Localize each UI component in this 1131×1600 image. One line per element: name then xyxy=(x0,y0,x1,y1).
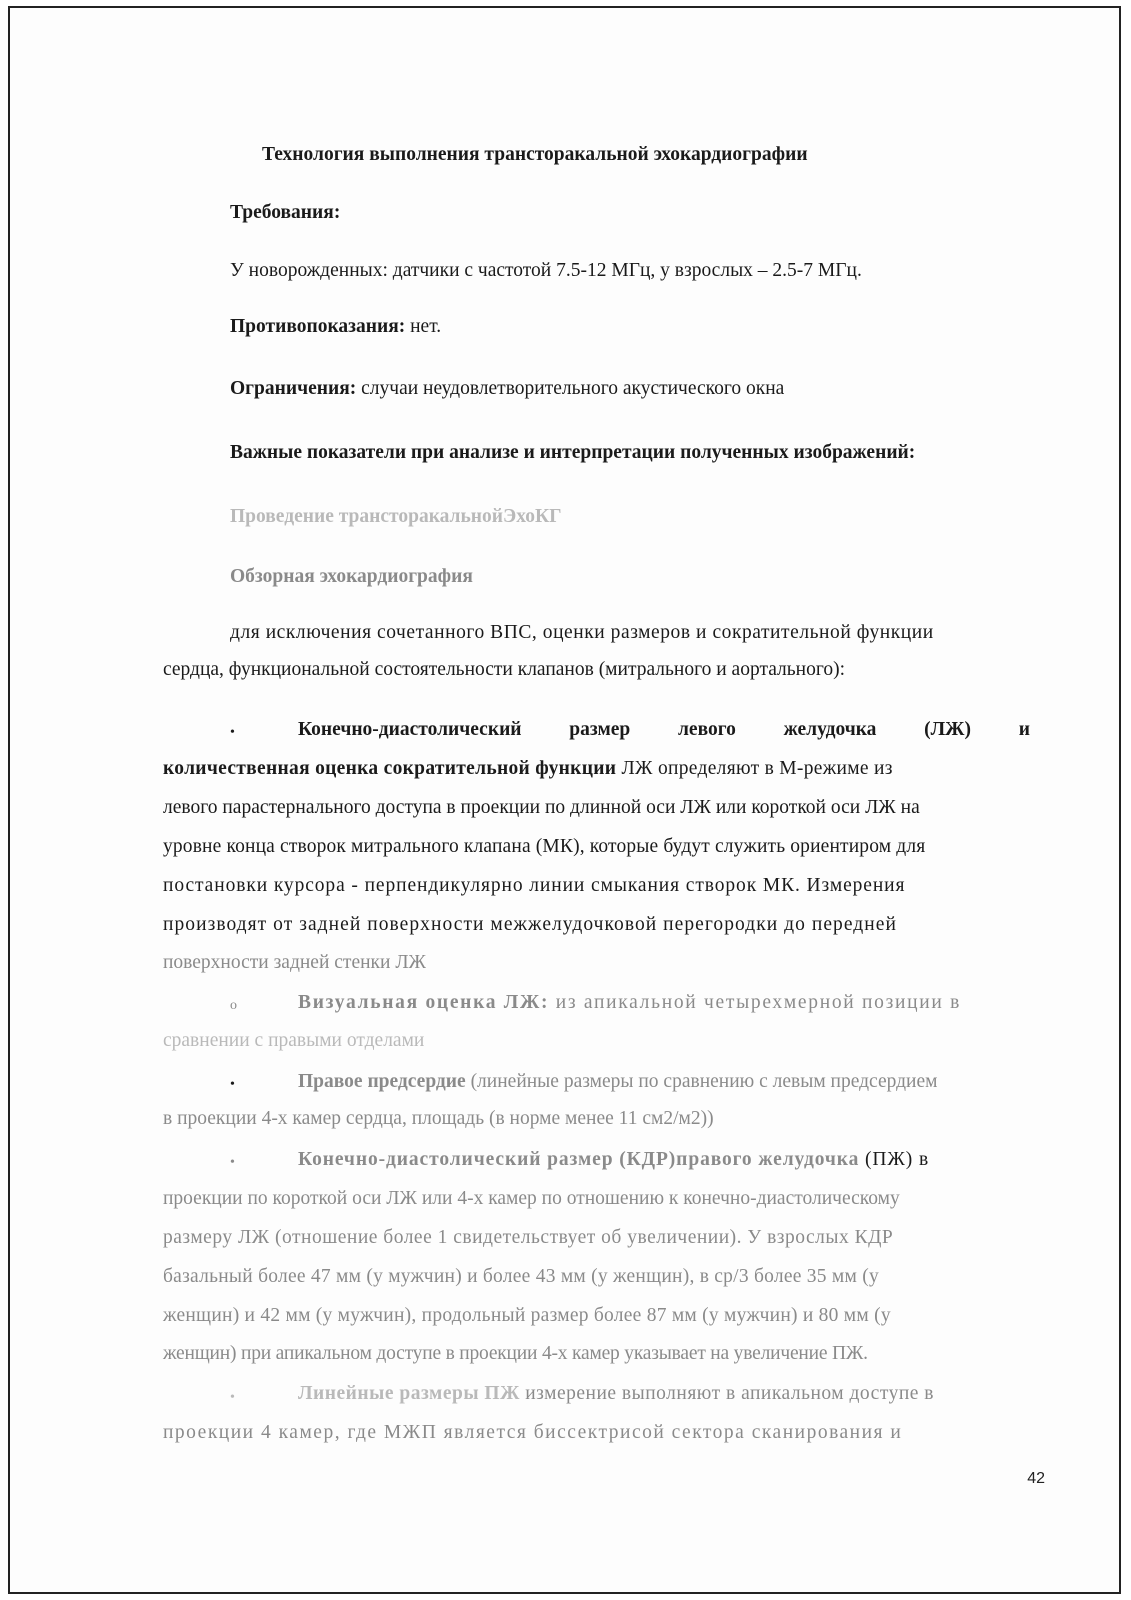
intro-line-1 xyxy=(230,620,1030,646)
b2-line-1-rest: из апикальной четырехмерной позиции в xyxy=(549,992,962,1013)
bullet-4-mark: • xyxy=(230,1155,235,1170)
bullet-1-line-6: производят от задней поверхности межжелудочковой перегородки до передней xyxy=(163,914,897,935)
bullet-2-line-1 xyxy=(298,990,961,1016)
important-heading: Важные показатели при анализе и интерпретации полученных изображений: xyxy=(230,442,916,463)
b1-bold-phrase: количественная оценка сократительной функции xyxy=(163,758,617,779)
b3-line-1-rest: (линейные размеры по сравнению с левым предсердием xyxy=(465,1071,938,1092)
limitations-label: Ограничения: xyxy=(230,378,357,399)
b5-line-1-rest: измерение выполняют в апикальном доступе в xyxy=(519,1383,935,1404)
bullet-1-line-7: поверхности задней стенки ЛЖ xyxy=(163,952,427,973)
b1-word-6: и xyxy=(1018,719,1030,740)
bullet-1-line-2 xyxy=(163,756,893,782)
contraindications-line xyxy=(230,314,441,340)
b2-bold-phrase: Визуальная оценка ЛЖ: xyxy=(298,992,550,1013)
intro-text-1: для исключения сочетанного ВПС, оценки размеров и сократительной функции xyxy=(230,622,934,643)
bullet-1-line-4: уровне конца створок митрального клапана (МК), которые будут служить ориентиром для xyxy=(163,836,926,857)
conducting-heading: Проведение трансторакальнойЭхоКГ xyxy=(230,506,562,527)
bullet-2-mark: o xyxy=(230,998,237,1013)
bullet-1-line-5: постановки курсора - перпендикулярно линии смыкания створок МК. Измерения xyxy=(163,875,906,896)
b1-word-1: Конечно-диастолический xyxy=(298,719,522,740)
limitations-text: случаи неудовлетворительного акустического окна xyxy=(356,378,785,399)
bullet-3-line-2: в проекции 4-х камер сердца, площадь (в норме менее 11 см2/м2)) xyxy=(163,1108,714,1129)
bullet-5-mark: • xyxy=(230,1390,235,1405)
intro-line-2: сердца, функциональной состоятельности клапанов (митрального и аортального): xyxy=(163,659,846,680)
bullet-4-line-6: женщин) при апикальном доступе в проекции 4-х камер указывает на увеличение ПЖ. xyxy=(163,1343,868,1364)
bullet-5-line-2: проекции 4 камер, где МЖП является биссектрисой сектора сканирования и xyxy=(163,1422,903,1443)
bullet-1-line-1 xyxy=(298,717,1030,743)
page-number: 42 xyxy=(1027,1470,1045,1487)
b4-line-1-rest: (ПЖ) в xyxy=(859,1149,930,1170)
requirements-text: У новорожденных: датчики с частотой 7.5-12 МГц, у взрослых – 2.5-7 МГц. xyxy=(230,260,862,281)
contraindications-text: нет. xyxy=(405,316,442,337)
b1-word-2: размер xyxy=(569,719,631,740)
bullet-4-line-5: женщин) и 42 мм (у мужчин), продольный размер более 87 мм (у мужчин) и 80 мм (у xyxy=(163,1305,891,1326)
b1-word-3: левого xyxy=(677,719,736,740)
b4-bold-phrase: Конечно-диастолический размер (КДР)правого желудочка xyxy=(298,1149,860,1170)
bullet-4-line-4: базальный более 47 мм (у мужчин) и более 43 мм (у женщин), в ср/3 более 35 мм (у xyxy=(163,1266,879,1287)
bullet-2-line-2: сравнении с правыми отделами xyxy=(163,1030,425,1051)
b5-bold-phrase: Линейные размеры ПЖ xyxy=(298,1383,520,1404)
b1-line-2-rest: ЛЖ определяют в М-режиме из xyxy=(616,758,893,779)
overview-heading: Обзорная эхокардиография xyxy=(230,566,473,587)
requirements-label: Требования: xyxy=(230,202,341,223)
b3-bold-phrase: Правое предсердие xyxy=(298,1071,466,1092)
bullet-5-line-1 xyxy=(298,1381,934,1407)
bullet-3-mark: • xyxy=(230,1077,235,1092)
bullet-4-line-1 xyxy=(298,1147,929,1173)
bullet-4-line-2: проекции по короткой оси ЛЖ или 4-х камер по отношению к конечно-диастолическому xyxy=(163,1188,900,1209)
limitations-line xyxy=(230,376,784,402)
bullet-3-line-1 xyxy=(298,1069,937,1095)
page-title: Технология выполнения трансторакальной эхокардиографии xyxy=(262,144,808,165)
b1-word-4: желудочка xyxy=(783,719,877,740)
bullet-1-line-3: левого парастернального доступа в проекции по длинной оси ЛЖ или короткой оси ЛЖ на xyxy=(163,797,920,818)
b1-word-5: (ЛЖ) xyxy=(924,719,971,740)
contraindications-label: Противопоказания: xyxy=(230,316,406,337)
bullet-4-line-3: размеру ЛЖ (отношение более 1 свидетельствует об увеличении). У взрослых КДР xyxy=(163,1227,894,1248)
bullet-1-mark: • xyxy=(230,725,235,740)
